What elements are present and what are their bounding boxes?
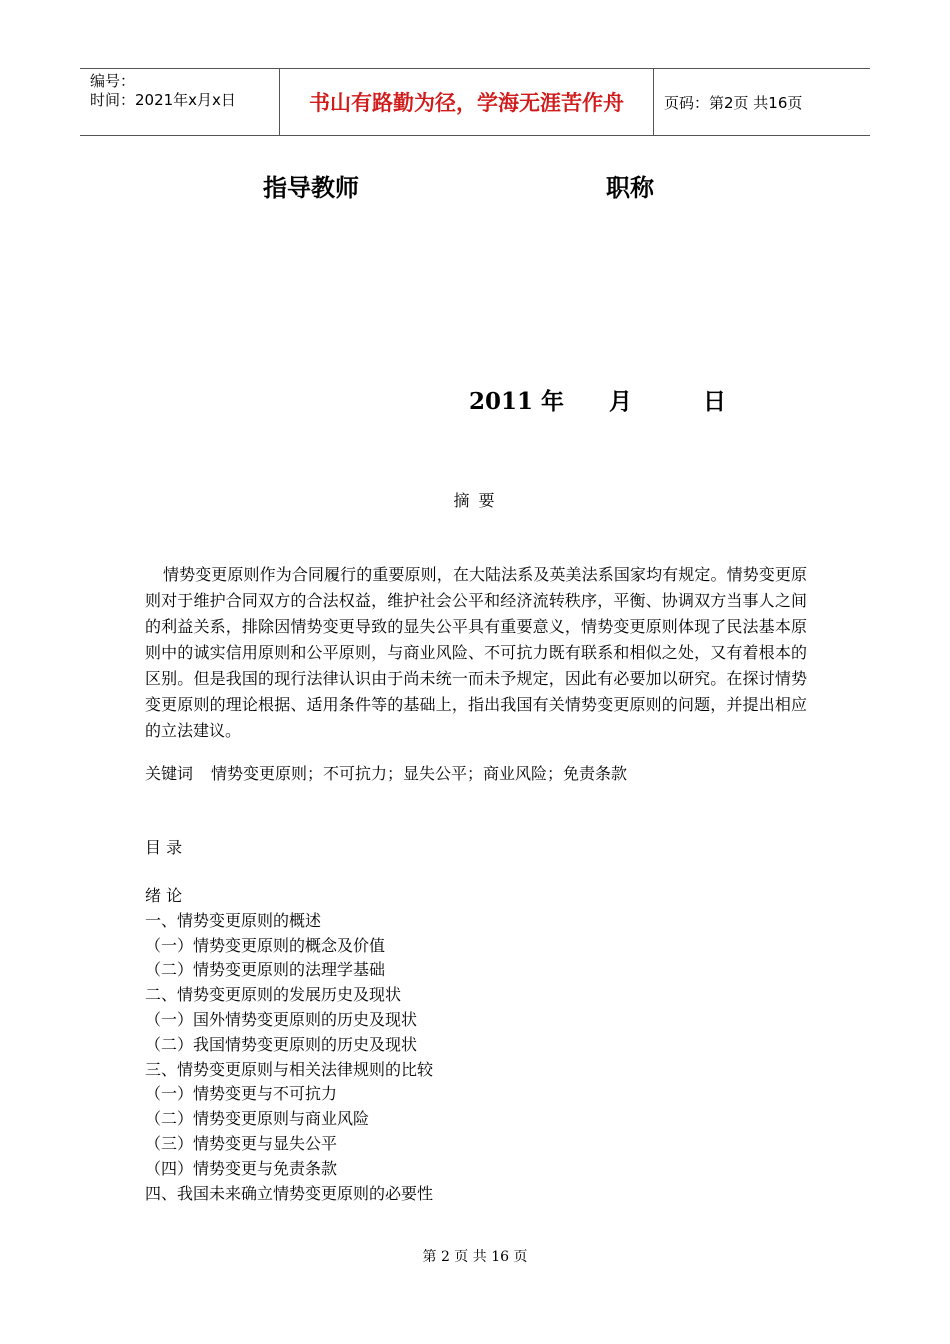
toc-list	[145, 884, 433, 1206]
toc-item: 四、我国未来确立情势变更原则的必要性	[145, 1183, 434, 1203]
date-day: 日	[703, 388, 726, 415]
serial-label: 编号：	[90, 72, 136, 90]
toc-item: （一）情势变更与不可抗力	[145, 1084, 338, 1104]
keywords-text: 情势变更原则；不可抗力；显失公平；商业风险；免责条款	[211, 764, 628, 783]
toc-title: 目 录	[145, 838, 183, 857]
toc-item: （二）情势变更原则的法理学基础	[145, 960, 386, 980]
supervisor-label: 指导教师	[263, 174, 359, 202]
abstract-body: 情势变更原则作为合同履行的重要原则，在大陆法系及英美法系国家均有规定。情势变更原则对于维护合同双方的合法权益，维护社会公平和经济流转秩序，平衡、协调双方当事人之间的利益关系，排除因情势变更导致的显失公平具有重要意义，情势变更原则体现了民法基本原则中的诚实信用原则和公平原则，与商业风险、不可抗力既有联系和相似之处，又有着根本的区别。但是我国的现行法律认识由于尚未统一而未予规定，因此有必要加以研究。在探讨情势变更原则的理论根据、适用条件等的基础上，指出我国有关情势变更原则的问题，并提出相应的立法建议。	[145, 565, 807, 740]
toc-item: 三、情势变更原则与相关法律规则的比较	[145, 1059, 434, 1079]
date-month: 月	[609, 388, 632, 415]
toc-item: 绪 论	[145, 886, 183, 905]
page-footer: 第 2 页 共 16 页	[422, 1249, 528, 1265]
keywords-line	[145, 761, 627, 787]
toc-item: （一）国外情势变更原则的历史及现状	[145, 1009, 418, 1029]
header-page-info: 页码：第2页 共16页	[664, 93, 803, 112]
time-label: 时间：2021年x月x日	[90, 91, 236, 109]
toc-item: （二）我国情势变更原则的历史及现状	[145, 1034, 418, 1054]
keywords-label: 关键词	[145, 764, 194, 783]
toc-item: 一、情势变更原则的概述	[145, 910, 322, 930]
date-year: 2011 年	[469, 388, 565, 415]
toc-item: （一）情势变更原则的概念及价值	[145, 935, 386, 955]
abstract-title: 摘 要	[453, 491, 497, 510]
toc-item: （二）情势变更原则与商业风险	[145, 1109, 370, 1129]
toc-item: （四）情势变更与免责条款	[145, 1158, 338, 1178]
toc-item: 二、情势变更原则的发展历史及现状	[145, 985, 402, 1005]
page-header	[80, 68, 870, 136]
title-rank-label: 职称	[606, 174, 654, 202]
toc-item: （三）情势变更与显失公平	[145, 1133, 338, 1153]
header-motto: 书山有路勤为径，学海无涯苦作舟	[280, 69, 654, 135]
header-meta	[80, 69, 280, 135]
